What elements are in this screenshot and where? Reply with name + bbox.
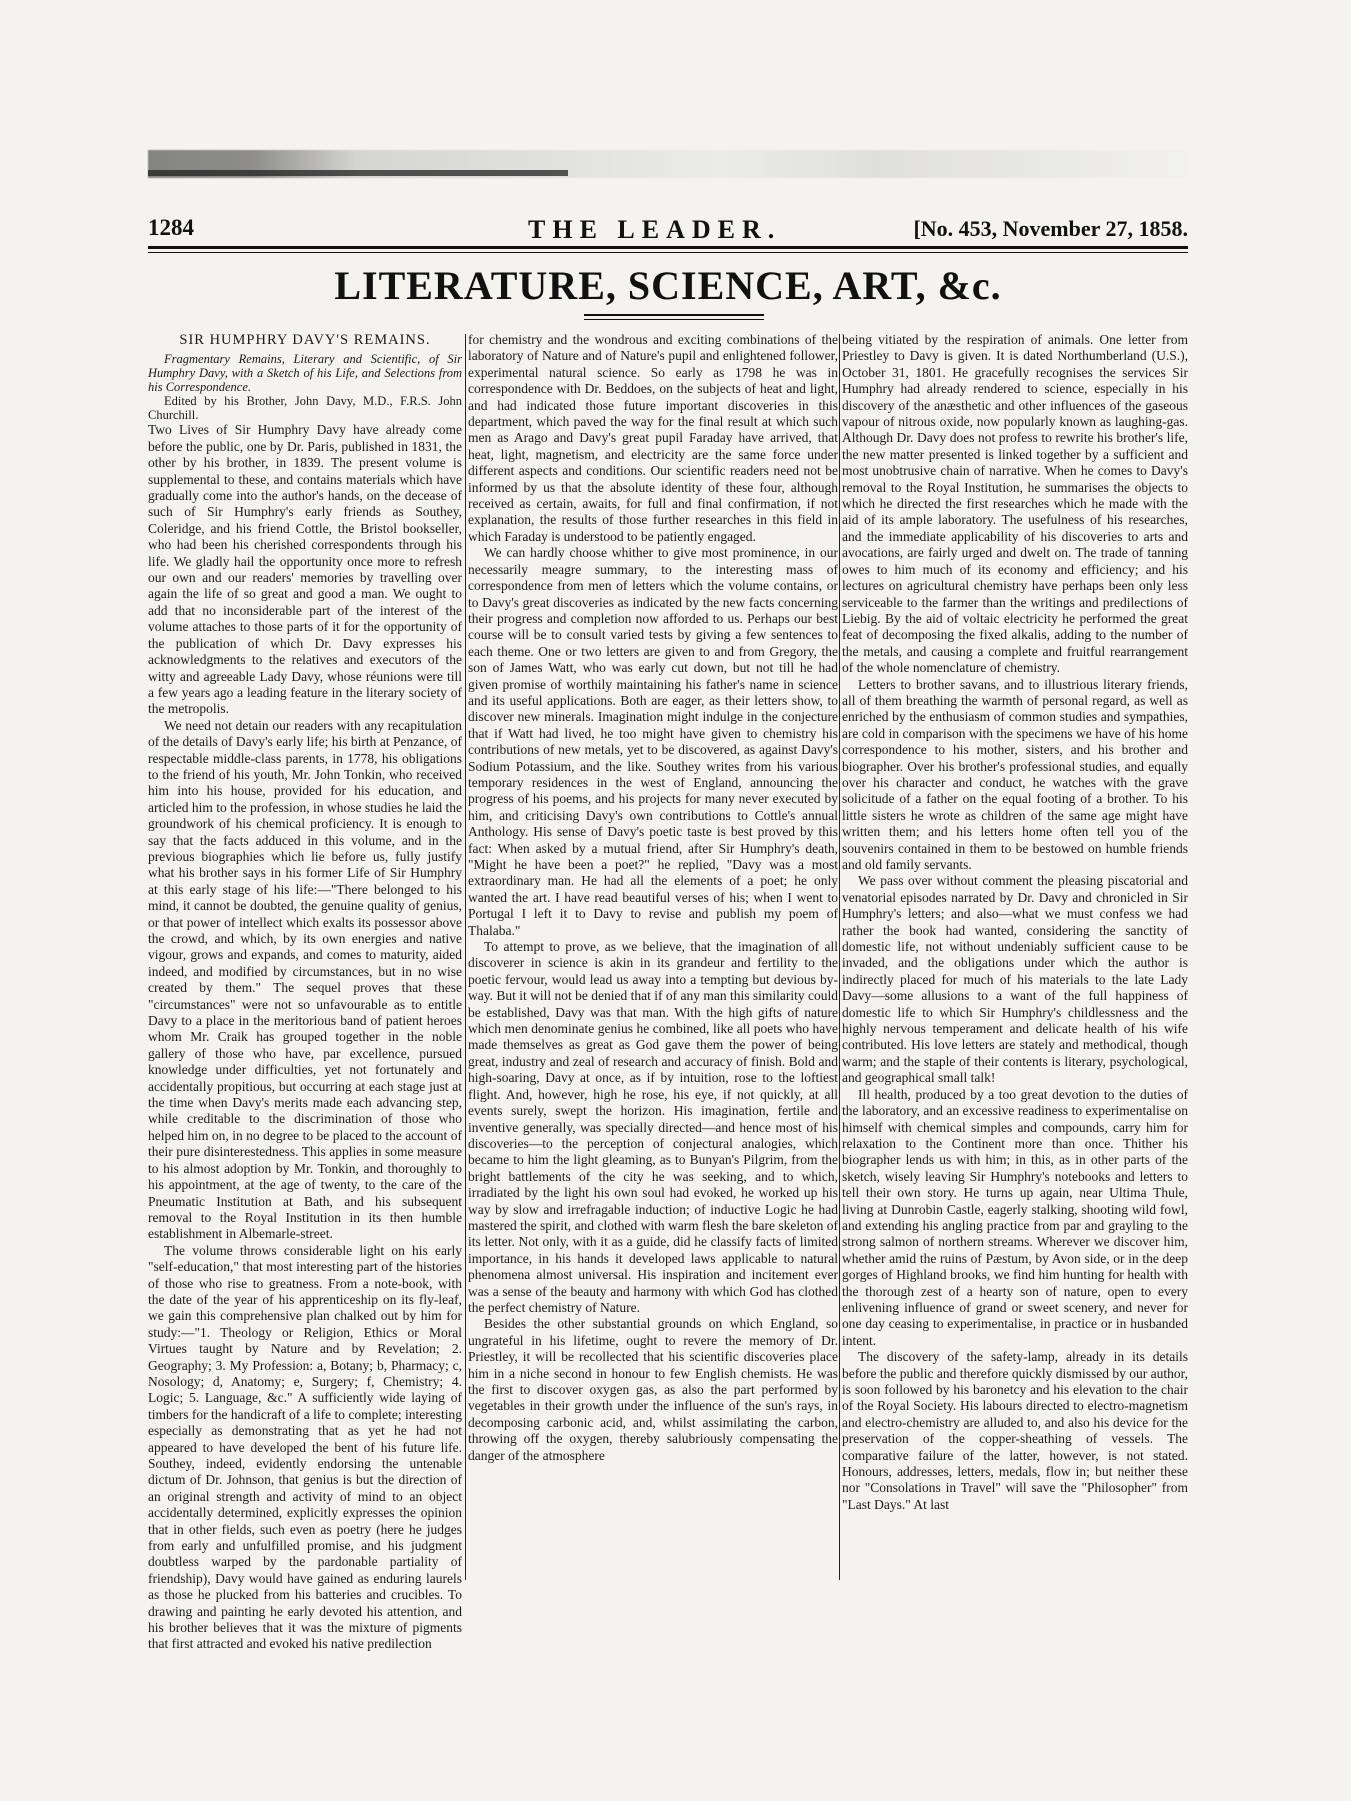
column-2 [468, 332, 838, 1582]
paragraph: Ill health, produced by a too great devotion to the duties of the laboratory, and an excessive readiness to experimentalise on himself with chemical simples and compounds, carry him for relaxation to the Continent more than once. Thither his biographer lends us with him; in this, as in other parts of the sketch, wisely leaving Sir Humphry's notebooks and letters to tell their own story. He turns up again, near Ultima Thule, living at Dunrobin Castle, eagerly stalking, shooting wild fowl, and extending his angling practice from par and grayling to the strong salmon of northern streams. Wherever we discover him, whether amid the ruins of Pæstum, by Avon side, or in the deep gorges of Highland brooks, we find him hunting for health with the thorough zest of a hearty son of nature, open to every enlivening influence of grand or sweet scenery, and never for one day ceasing to experimentalise, in practice or in husbanded intent. [842, 1086, 1188, 1348]
decorative-rule [584, 314, 764, 316]
paragraph: We pass over without comment the pleasing piscatorial and venatorial episodes narrated by Dr. Davy and chronicled in Sir Humphry's letters; and also—what we must confess we had rather the book had wanted, considering the sanctity of domestic life, not without undeniably sufficient cause to be invaded, and the obligations under which the author is indirectly placed for much of his materials to the late Lady Davy—some allusions to a want of the full happiness of domestic life to which Sir Humphry's childlessness and the highly nervous temperament and delicate health of his wife contributed. His love letters are stately and methodical, though warm; and the staple of their contents is literary, psychological, and geographical small talk! [842, 873, 1188, 1086]
book-publisher: John Churchill. [148, 394, 462, 423]
issue-date: [No. 453, November 27, 1858. [913, 216, 1188, 241]
column-divider [465, 334, 466, 1580]
paragraph: Two Lives of Sir Humphry Davy have already come before the public, one by Dr. Paris, published in 1831, the other by his brother, in 1839. The present volume is supplemental to these, and contains materials which have gradually come into the author's hands, on the decease of such of Sir Humphry's early friends as Southey, Coleridge, and his friend Cottle, the Bristol bookseller, who had been his cherished correspondents through his life. We gladly hail the opportunity once more to refresh our own and our readers' memories by travelling over again the life of so great and good a man. We ought to add that no inconsiderable part of the interest of the volume attaches to those parts of it for the opportunity of the publication of which Dr. Davy expresses his acknowledgments to the relatives and executors of the witty and agreeable Lady Davy, whose réunions were till a few years ago a leading feature in the literary society of the metropolis. [148, 422, 462, 717]
column-divider [839, 334, 840, 1580]
decorative-rule [584, 319, 764, 320]
column-3 [842, 332, 1188, 1582]
paragraph: being vitiated by the respiration of animals. One letter from Priestley to Davy is given. It is dated Northumberland (U.S.), October 31, 1801. He gracefully recognises the services Sir Humphry had already rendered to science, especially in his discovery of the anæsthetic and other influences of the gaseous vapour of nitrous oxide, now popularly known as laughing-gas. Although Dr. Davy does not profess to rewrite his brother's life, the new matter presented is linked together by a sufficient and most unobtrusive chain of narrative. When he comes to Davy's removal to the Royal Institution, he summarises the objects to which he directed the first researches which he made with the aid of its ample laboratory. The usefulness of his researches, and the immediate applicability of his discoveries to arts and avocations, are fairly urged and dwelt on. The trade of tanning owes to him much of its economy and efficiency; and his lectures on agricultural chemistry have perhaps been only less serviceable to the farmer than the writings and predilections of Liebig. By the aid of voltaic electricity he performed the great feat of decomposing the fixed alkalis, adding to the number of the metals, and causing a complete and fruitful rearrangement of the whole nomenclature of chemistry. [842, 332, 1188, 676]
page-number: 1284 [148, 215, 194, 240]
paragraph: Letters to brother savans, and to illustrious literary friends, all of them breathing the warmth of personal regard, as well as enriched by the enthusiasm of common studies and sympathies, are cold in comparison with the specimens we have of his home correspondence to his mother, sisters, and his brother and biographer. Over his brother's professional studies, and equally over his character and conduct, he watches with the grave solicitude of a father on the equal footing of a brother. To his little sisters he wrote as children of the same age might have written them; and his letters home often tell you of the souvenirs contained in them to be bestowed on humble friends and old family servants. [842, 676, 1188, 872]
section-title: LITERATURE, SCIENCE, ART, &c. [334, 263, 1002, 308]
article-heading: SIR HUMPHRY DAVY'S REMAINS. [179, 332, 431, 348]
running-head [148, 215, 1188, 245]
paragraph: We can hardly choose whither to give most prominence, in our necessarily meagre summary, to the interesting mass of correspondence from men of letters which the volume contains, or to Davy's great discoveries as indicated by the new facts concerning their progress and completion now afforded to us. Perhaps our best course will be to consult varied tests by giving a few sentences to each theme. One or two letters are given to and from Gregory, the son of James Watt, who was early cut down, but not till he had given promise of worthily maintaining his father's name in science and its useful applications. Both are eager, as their letters show, to discover new minerals. Imagination might indulge in the conjecture that if Watt had lived, he too might have given to chemistry his contributions of new metals, yet to be discovered, as against Davy's Sodium Potassium, and the like. Southey writes from his various temporary residences in the west of England, announcing the progress of his poems, and his projects for many never executed by him, and criticising Davy's own contributions to Cottle's annual Anthology. His sense of Davy's poetic taste is best proved by this fact: When asked by a mutual friend, after Sir Humphry's death, "Might he have been a poet?" he replied, "Davy was a most extraordinary man. He had all the elements of a poet; he only wanted the art. I have read beautiful verses of his; when I went to Portugal I left it to Davy to revise and publish my poem of Thalaba." [468, 545, 838, 938]
scan-smudge-dark [148, 170, 568, 176]
paragraph: for chemistry and the wondrous and exciting combinations of the laboratory of Nature and of Nature's pupil and enlightened follower, experimental natural science. So early as 1798 he was in correspondence with Dr. Beddoes, on the subjects of heat and light, and had indicated those future important discoveries in this department, which paved the way for the final result at which such men as Arago and Davy's great pupil Faraday have arrived, that heat, light, magnetism, and electricity are the same force under different aspects and conditions. Our scientific readers need not be informed by us that the absolute identity of these four, although received as certain, awaits, for full and final confirmation, if not explanation, the results of those further researches in this field in which Faraday is understood to be patiently engaged. [468, 332, 838, 544]
paragraph: The volume throws considerable light on his early "self-education," that most interesting part of the histories of those who rise to greatness. From a note-book, with the date of the year of his apprenticeship on its fly-leaf, we gain this comprehensive plan chalked out by him for study:—"1. Theology or Religion, Ethics or Moral Virtues taught by Nature and by Revelation; 2. Geography; 3. My Profession: a, Botany; b, Pharmacy; c, Nosology; d, Anatomy; e, Surgery; f, Chemistry; 4. Logic; 5. Language, &c." A sufficiently wide laying of timbers for the handicraft of a life to complete; interesting especially as demonstrating that as yet he had not appeared to have developed the bent of his future life. Southey, indeed, evidently endorsing the untenable dictum of Dr. Johnson, that genius is but the direction of an original strength and activity of mind to an object accidentally determined, explicitly expresses the opinion that in other fields, such even as poetry (here he judges from early and unfulfilled promise, and his judgment doubtless warped by the pardonable partiality of friendship), Davy would have gained as enduring laurels as those he plucked from his batteries and crucibles. To drawing and painting he early devoted his attention, and his brother believes that it was the mixture of pigments that first attracted and evoked his native predilection [148, 1242, 462, 1652]
header-rule-thin [148, 252, 1188, 253]
book-reference: Fragmentary Remains, Literary and Scientific, of Sir Humphry Davy, with a Sketch of his Life, and Selections from his Correspondence. [148, 352, 462, 395]
paragraph: Besides the other substantial grounds on which England, so ungrateful in his lifetime, ought to revere the memory of Dr. Priestley, it will be recollected that his scientific discoveries place him in a niche second in honour to few English chemists. He was the first to discover oxygen gas, as also the part performed by vegetables in their growth under the influence of the sun's rays, in decomposing carbonic acid, and, whilst assimilating the carbon, throwing off the oxygen, thereby salubriously compensating the danger of the atmosphere [468, 1316, 838, 1463]
masthead: THE LEADER. [528, 215, 782, 244]
paragraph: The discovery of the safety-lamp, already in its details before the public and therefore quickly dismissed by our author, is soon followed by his baronetcy and his elevation to the chair of the Royal Society. His labours directed to electro-magnetism and electro-chemistry are alluded to, and also his device for the preservation of the copper-sheathing of vessels. The comparative failure of the latter, however, is not stated. Honours, addresses, letters, medals, flow in; but neither these nor "Consolations in Travel" will save the "Philosopher" from "Last Days." At last [842, 1349, 1188, 1512]
paragraph: To attempt to prove, as we believe, that the imagination of all discoverer in science is akin in its grandeur and fertility to the poetic fervour, would lead us away into a tempting but devious by-way. But it will not be denied that if of any man this similarity could be established, Davy was that man. With the high gifts of nature which men denominate genius he combined, like all poets who have made themselves as great as God gave them the power of being great, industry and zeal of research and accuracy of finish. Bold and high-soaring, Davy at once, as if by intuition, rose to the loftiest flight. And, however, high he rose, his eye, if not quickly, at all events surely, swept the horizon. His imagination, fertile and inventive generally, was specially directed—and hence most of his discoveries—to the perception of conjectural analogies, which became to him the light gleaming, as to Bunyan's Pilgrim, from the bright battlements of the city he was seeking, and to which, irradiated by the light his own soul had evoked, he worked up his way by slow and irrefragable induction; of inductive Logic he had mastered the spirit, and clothed with warm flesh the bare skeleton of its letter. Not only, with it as a guide, did he classify facts of limited importance, in his hands it developed laws applicable to natural phenomena almost universal. His inspiration and incitement ever was a sense of the beauty and harmony with which God has clothed the perfect chemistry of Nature. [468, 939, 838, 1315]
header-rule-heavy [148, 246, 1188, 249]
column-1 [148, 332, 462, 1652]
paragraph: We need not detain our readers with any recapitulation of the details of Davy's early life; his birth at Penzance, of respectable middle-class parents, in 1778, his obligations to the friend of his youth, Mr. John Tonkin, who received him into his house, provided for his education, and articled him to the profession, in whose studies he laid the groundwork of his chemical proficiency. It is enough to say that the facts adduced in this volume, and in the previous biographies which lie before us, fully justify what his brother says in his former Life of Sir Humphry at this early stage of his life:—"There belonged to his mind, it cannot be doubted, the genuine quality of genius, or that power of intellect which exalts its possessor above the crowd, and which, by its own energies and native vigour, grows and expands, and comes to maturity, aided indeed, and modified by circumstances, but in no wise created by them." The sequel proves that these "circumstances" were not so unfavourable as to entitle Davy to a place in the meritorious band of patient heroes whom Mr. Craik has grouped together in the noble gallery of those who have, par excellence, pursued knowledge under difficulties, yet not fortunately and accidentally propitious, but occurring at each stage just at the time when Davy's merits made each advancing step, while creditable to the discrimination of those who helped him on, in no degree to be placed to the account of their pure disinterestedness. This applies in some measure to his almost adoption by Mr. Tonkin, and thoroughly to his appointment, at the age of twenty, to the care of the Pneumatic Institution at Bath, and his subsequent removal to the Royal Institution in its then humble establishment in Albemarle-street. [148, 717, 462, 1242]
book-editor: Edited by his Brother, John Davy, M.D., F.R.S. John Churchill. [148, 394, 462, 423]
